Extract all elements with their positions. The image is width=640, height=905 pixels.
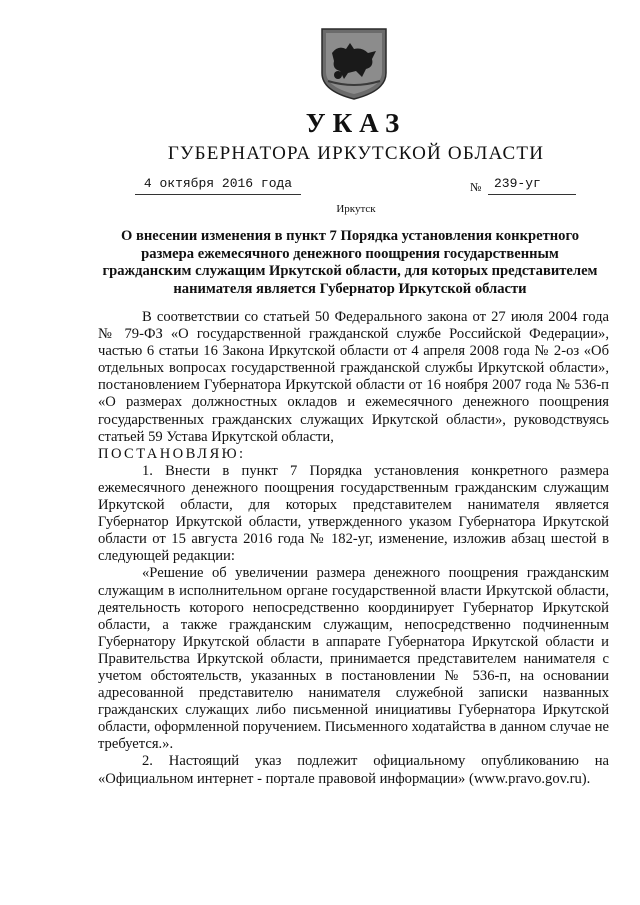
quote-paragraph: «Решение об увеличении размера денежного поощрения гражданским служащим в исполнительном органе государственной власти Иркутской области, деятельность которого непосредственно координирует Губернатор Иркутской области, а также гражданским служащим, непосредственно подчиненным Губернатору Иркутской области в аппарате Губернатора Иркутской области и Правительства Иркутской области, принимается представителем нанимателя с учетом обстоятельств, указанных в постановлении № 536-п, на основании адресованной представителю нанимателя служебной записки названных гражданских служащих либо письменной инициативы Губернатора Иркутской области, оформленной поручением. Письменного ходатайства в данном случае не требуется.». (98, 565, 609, 753)
coat-of-arms-icon (316, 23, 392, 101)
decree-word: ПОСТАНОВЛЯЮ: (98, 445, 246, 462)
item-1-paragraph: 1. Внести в пункт 7 Порядка установления конкретного размера ежемесячного денежного поощрения государственным гражданским служащим Иркутской области, для которых представителем нанимателя является Губернатор Иркутской области, утвержденного указом Губернатора Иркутской области от 15 августа 2016 года № 182-уг, изменение, изложив абзац шестой в следующей редакции: (98, 462, 609, 565)
decree-subtitle: ГУБЕРНАТОРА ИРКУТСКОЙ ОБЛАСТИ (167, 143, 545, 164)
decree-title: УКАЗ (305, 108, 407, 138)
number-sign: № (470, 180, 482, 194)
decree-date: 4 октября 2016 года (135, 174, 301, 195)
city-name: Иркутск (336, 203, 376, 215)
document-heading: О внесении изменения в пункт 7 Порядка установления конкретного размера ежемесячного денежного поощрения государственным гражданским служащим Иркутской области, для которых представителем нанимателя является Губернатор Иркутской области (102, 228, 598, 297)
decree-number: 239-уг (488, 174, 576, 195)
item-2-paragraph: 2. Настоящий указ подлежит официальному опубликованию на «Официальном интернет - портале правовой информации» (www.pravo.gov.ru). (98, 753, 609, 787)
preamble-paragraph: В соответствии со статьей 50 Федерального закона от 27 июля 2004 года № 79-ФЗ «О государственной гражданской службе Российской Федерации», частью 6 статьи 16 Закона Иркутской области от 4 апреля 2008 года № 2-оз «Об отдельных вопросах государственной гражданской службы Иркутской области», постановлением Губернатора Иркутской области от 16 ноября 2007 года № 536-п «О размерах должностных окладов и ежемесячного денежного поощрения государственных гражданских служащих Иркутской области», руководствуясь статьей 59 Устава Иркутской области, (98, 309, 609, 445)
document-body (98, 309, 609, 788)
